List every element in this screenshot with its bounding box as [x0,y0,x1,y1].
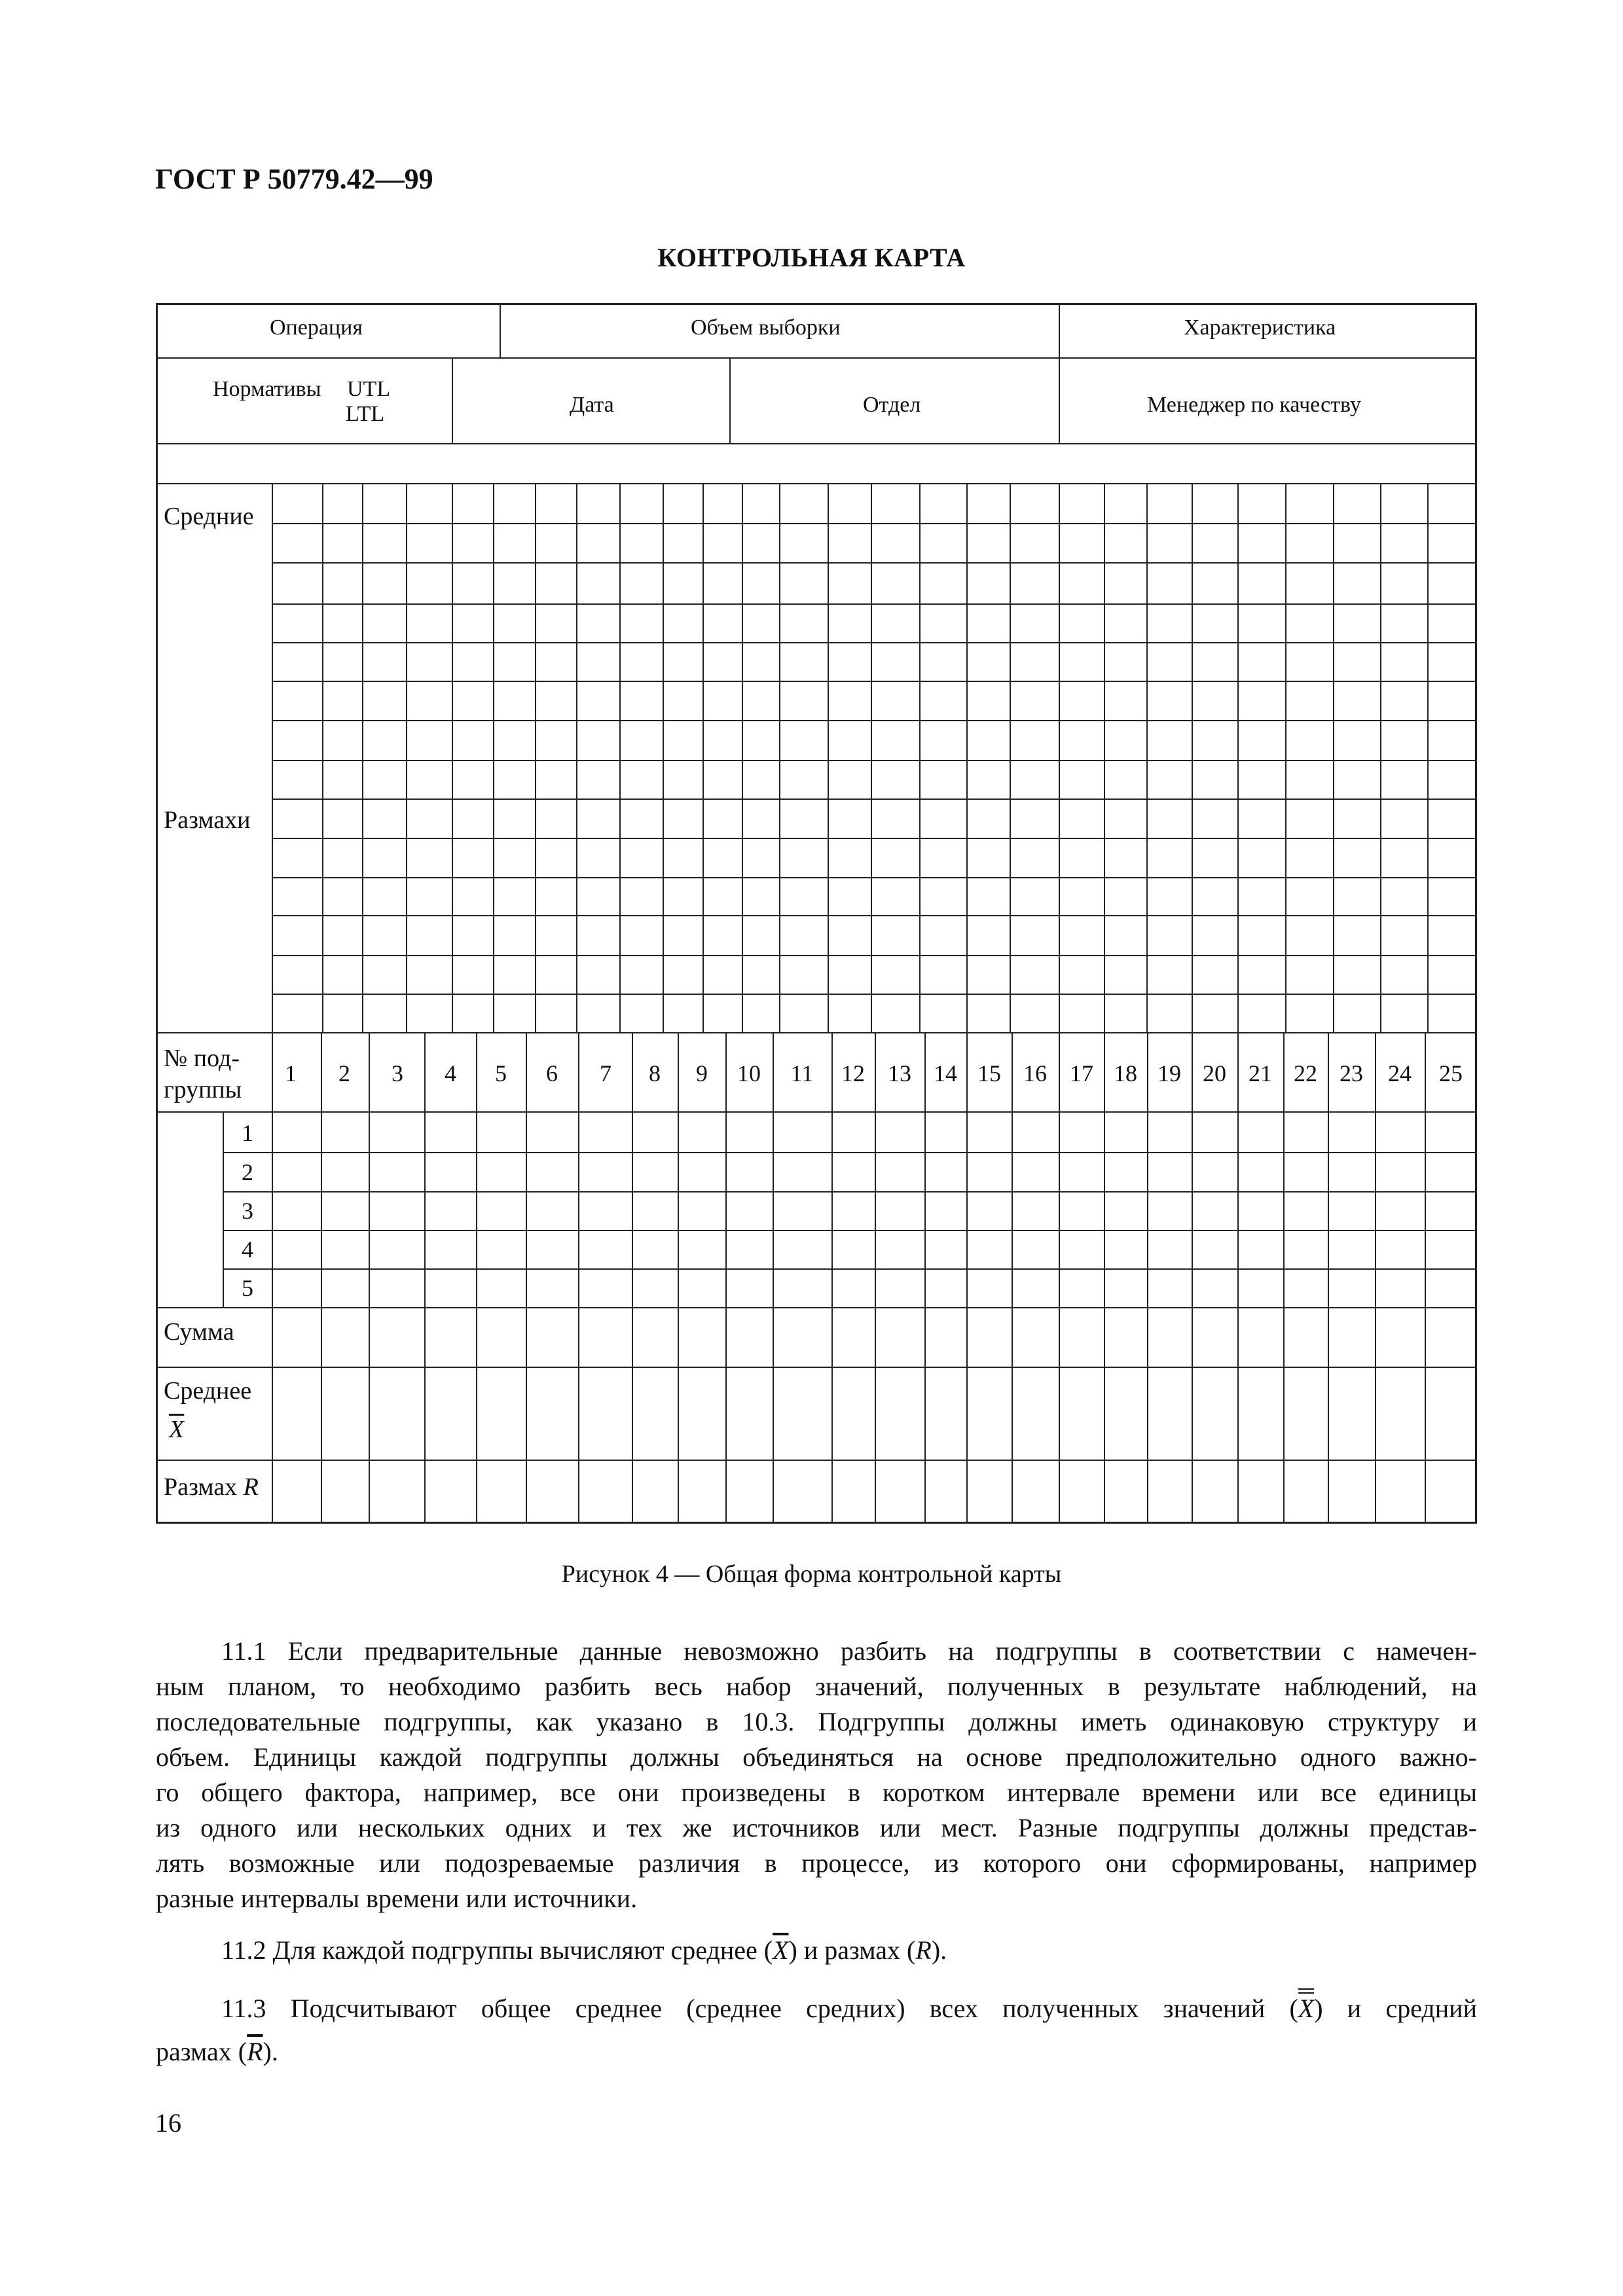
range-symbol-inline: R [915,1935,932,1965]
mean-symbol-inline: $\overline{X}$ [773,1935,789,1965]
grid-line [223,1152,1477,1153]
grid-line [272,994,1477,995]
grid-line [321,1032,322,1524]
subgroup-number: 21 [1249,1060,1272,1086]
subgroup-number: 14 [934,1060,957,1086]
text-line: разные интервалы времени или источники. [156,1884,638,1913]
grid-line [1059,1032,1060,1524]
subgroup-number: 3 [392,1060,403,1086]
text-span: 11.2 Для каждой подгруппы вычисляют среднее ( [221,1935,773,1965]
grid-line [156,483,1477,484]
grid-line [272,760,1477,761]
text-line: последовательные подгруппы, как указано в 10.3. Подгруппы должны иметь одинаковую структуру и [156,1707,1477,1736]
grid-line [156,443,1477,444]
sum-label: Сумма [164,1318,234,1346]
grid-line [1104,1032,1105,1524]
grid-line [779,483,780,1032]
grid-line [272,1032,273,1524]
grid-line [223,1268,1477,1270]
grid-line [272,915,1477,916]
grid-line [578,1032,579,1524]
text-line [156,1987,1477,2030]
text-line: объем. Единицы каждой подгруппы должны объединяться на основе предположительно одного важно- [156,1742,1477,1772]
text-line: из одного или нескольких одних и тех же источников или мест. Разные подгруппы должны представ- [156,1813,1477,1842]
grid-line [678,1032,679,1524]
grid-line [476,1032,477,1524]
mean-range-symbol-inline: $\overline{R}$ [247,2037,263,2066]
grid-line [156,1460,1477,1461]
text-span: ). [263,2037,278,2066]
text-span: ) и средний [1314,1994,1477,2023]
text-line: 11.1 Если предварительные данные невозможно разбить на подгруппы в соответствии с намечен- [221,1636,1477,1666]
subgroup-number: 1 [285,1060,297,1086]
subgroup-number: 11 [790,1060,814,1086]
subgroup-number: 18 [1114,1060,1137,1086]
observation-number: 3 [242,1198,253,1224]
observation-number: 4 [242,1236,253,1263]
grid-line [272,877,1477,878]
grid-line [156,1032,1477,1033]
grid-line [272,720,1477,721]
grid-line [1237,483,1239,1032]
figure-caption: Рисунок 4 — Общая форма контрольной карты [561,1560,1062,1588]
grand-mean-symbol-inline [1298,1987,1314,2030]
grid-line [272,483,273,1032]
document-code: ГОСТ Р 50779.42—99 [155,163,433,195]
text-span: 11.3 Подсчитывают общее среднее (среднее средних) всех полученных значений ( [221,1994,1298,2023]
text-line: ным планом, то необходимо разбить весь набор значений, полученных в результате наблюдений, на [156,1672,1477,1701]
subgroup-number: 5 [495,1060,507,1086]
grid-line [526,1032,527,1524]
grid-line [919,483,921,1032]
subgroup-number: 22 [1294,1060,1317,1086]
text-line: го общего фактора, например, все они произведены в коротком интервале времени или все единицы [156,1778,1477,1807]
sample-size-label: Объем выборки [691,315,841,340]
grid-line [1059,357,1060,443]
mean-label: Среднее [164,1377,252,1405]
subgroup-number: 19 [1158,1060,1181,1086]
grid-line [1427,483,1429,1032]
grid-line [272,562,1477,564]
grid-line [272,838,1477,839]
grid-line [1333,483,1334,1032]
grid-line [702,483,704,1032]
grid-line [322,483,323,1032]
text-line [156,2030,1477,2073]
grid-line [156,1307,1477,1308]
subgroup-number: 17 [1070,1060,1093,1086]
grid-line [1283,1032,1285,1524]
grid-line [742,483,743,1032]
grid-line [535,483,536,1032]
grid-line [966,1032,968,1524]
grid-line [272,523,1477,524]
observation-number: 1 [242,1120,253,1146]
grid-line [452,483,453,1032]
grid-line [369,1032,370,1524]
quality-manager-label: Менеджер по качеству [1147,393,1361,417]
subgroup-number: 8 [649,1060,661,1086]
subgroup-number: 13 [888,1060,911,1086]
observation-number: 2 [242,1159,253,1185]
range-symbol: R [243,1473,259,1501]
grid-line [725,1032,727,1524]
grid-line [1146,483,1148,1032]
grid-line [1104,483,1105,1032]
paragraph-11-2 [156,1933,1477,1968]
range-row-label [164,1475,259,1499]
grid-line [406,483,407,1032]
grid-line [156,1111,1477,1113]
department-label: Отдел [863,393,921,417]
observation-number: 5 [242,1275,253,1301]
subgroup-number: 25 [1439,1060,1463,1086]
grid-line [1380,483,1381,1032]
grid-line [424,1032,426,1524]
range-label: Размах [164,1473,238,1501]
grid-line [1425,1032,1426,1524]
subgroup-number: 10 [737,1060,761,1086]
paragraph-11-1 [156,1634,1477,1916]
grid-line [871,483,872,1032]
grid-line [1010,483,1011,1032]
text-span: ). [931,1935,947,1965]
subgroup-number: 16 [1023,1060,1047,1086]
grid-line [272,681,1477,682]
grid-line [773,1032,774,1524]
grid-line [1328,1032,1329,1524]
subgroup-number: 23 [1340,1060,1363,1086]
grid-line [362,483,363,1032]
grid-line [223,1191,1477,1193]
grid-line [1059,303,1060,357]
characteristic-label: Характеристика [1184,315,1336,340]
subgroup-number: 6 [546,1060,558,1086]
grid-line [500,303,501,357]
subgroup-number: 15 [977,1060,1001,1086]
subgroup-number: 2 [338,1060,350,1086]
grid-line [272,603,1477,605]
grid-line [493,483,494,1032]
grid-line [1059,483,1060,1032]
grid-line [831,1032,833,1524]
text-line: лять возможные или подозреваемые различия в процессе, из которого они сформированы, например [156,1848,1477,1878]
text-span: ) и размах ( [788,1935,916,1965]
grid-line [966,483,968,1032]
grid-line [1237,1032,1239,1524]
grid-line [272,798,1477,800]
grid-line [632,1032,633,1524]
subgroup-number: 4 [445,1060,456,1086]
grid-line [729,357,731,443]
grid-line [1192,1032,1193,1524]
grid-line [1147,1032,1148,1524]
grid-line [1192,483,1193,1032]
subgroup-label-line2: группы [164,1076,242,1103]
subgroup-number: 12 [841,1060,865,1086]
grid-line [156,357,1477,359]
grid-line [663,483,664,1032]
grid-line [1012,1032,1013,1524]
subgroup-number: 24 [1388,1060,1412,1086]
paragraph-11-3 [156,1987,1477,2073]
form-title: КОНТРОЛЬНАЯ КАРТА [657,243,966,272]
text-line [156,1933,1477,1968]
subgroup-number: 7 [600,1060,611,1086]
date-label: Дата [570,393,614,417]
grid-line [576,483,577,1032]
grid-line [223,1111,224,1307]
grid-line [452,357,453,443]
subgroup-label-line1: № под- [164,1045,240,1072]
mean-symbol: $\overline{X}$ [169,1416,185,1443]
operation-label: Операция [270,315,363,340]
norms-label: Нормативы [213,377,321,401]
grid-line [619,483,621,1032]
text-span: X [1298,1994,1315,2023]
ranges-label: Размахи [164,806,251,834]
grid-line [924,1032,926,1524]
text-span: размах ( [156,2037,247,2066]
grid-line [156,1367,1477,1368]
grid-line [272,955,1477,956]
grid-line [875,1032,876,1524]
grid-line [1375,1032,1376,1524]
page-number: 16 [155,2108,181,2138]
means-label: Средние [164,503,254,530]
subgroup-number: 9 [696,1060,708,1086]
utl-label: UTL [347,377,391,401]
ltl-label: LTL [346,402,385,426]
grid-line [272,642,1477,643]
grid-line [828,483,829,1032]
subgroup-number: 20 [1203,1060,1226,1086]
grid-line [223,1230,1477,1231]
grid-line [1285,483,1286,1032]
control-chart-form [156,303,1477,1524]
